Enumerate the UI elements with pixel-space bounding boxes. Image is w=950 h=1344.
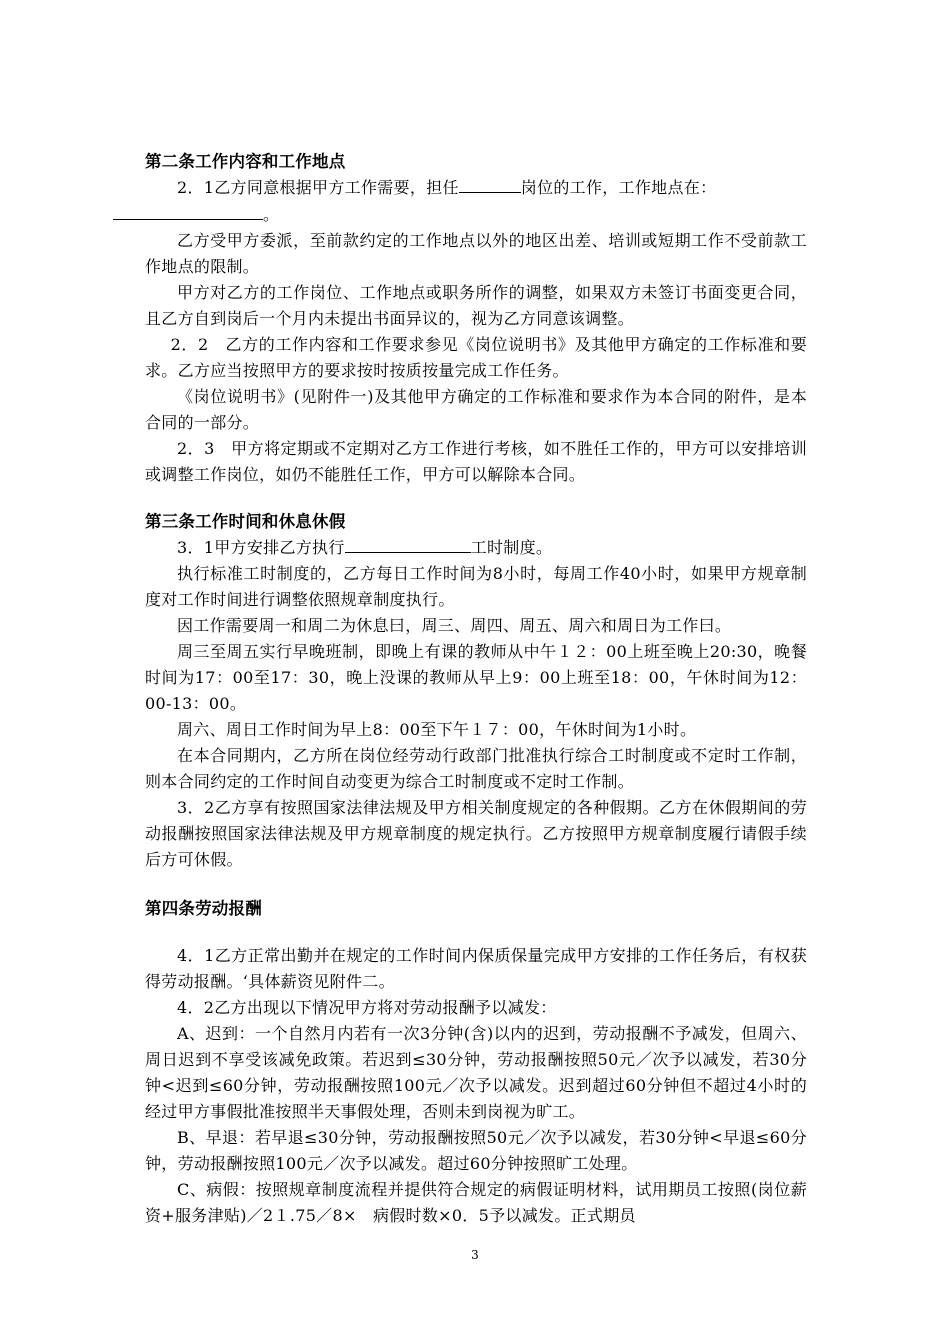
section-3-clause-3-2: 3．2乙方享有按照国家法律法规及甲方相关制度规定的各种假期。乙方在休假期间的劳动报酬按照国家法律法规及甲方规章制度的规定执行。乙方按照甲方规章制度履行请假手续后方可休假。: [145, 798, 807, 869]
section-spacer: [145, 873, 807, 897]
section-4-item-late: A、迟到：一个自然月内若有一次3分钟(含)以内的迟到，劳动报酬不予减发，但周六、周日迟到不享受该减免政策。若迟到≤30分钟，劳动报酬按照50元／次予以减发，若30分钟<迟到≤60分钟，劳动报酬按照100元／次予以减发。迟到超过60分钟但不超过4小时的经过甲方事假批准按照半天事假处理，否则未到岗视为旷工。: [145, 1024, 807, 1121]
section-4-clause-4-1: 4．1乙方正常出勤并在规定的工作时间内保质保量完成甲方安排的工作任务后，有权获得劳动报酬。‘具体薪资见附件二。: [145, 946, 807, 991]
section-3-heading: 第三条工作时间和休息休假: [145, 512, 346, 531]
section-2-clause-2-3: 2．3 甲方将定期或不定期对乙方工作进行考核，如不胜任工作的，甲方可以安排培训或调整工作岗位，如仍不能胜任工作，甲方可以解除本合同。: [145, 439, 807, 484]
section-3-paragraph: 周三至周五实行早晚班制，即晚上有课的教师从中午１２：00上班至晚上20:30，晚餐时间为17：00至17：30，晚上没课的教师从早上9：00上班至18：00，午休时间为12：00-13：00。: [145, 642, 807, 713]
section-2-clause-2-1: 2．1乙方同意根据甲方工作需要，担任 岗位的工作，工作地点在： 。: [145, 174, 807, 228]
section-3-paragraph: 周六、周日工作时间为早上8：00至下午１７：00，午休时间为1小时。: [177, 720, 697, 739]
section-spacer: [145, 921, 807, 943]
document-body: [145, 150, 807, 1229]
work-location-blank-field: [113, 201, 263, 220]
position-blank-field: [459, 174, 521, 193]
page-number: 3: [471, 1248, 479, 1262]
section-2-clause-2-2: 2．2 乙方的工作内容和工作要求参见《岗位说明书》及其他甲方确定的工作标准和要求。乙方应当按照甲方的要求按时按质按量完成工作任务。: [145, 335, 807, 380]
section-2-paragraph: 甲方对乙方的工作岗位、工作地点或职务所作的调整，如果双方未签订书面变更合同，且乙方自到岗后一个月内未提出书面异议的，视为乙方同意该调整。: [145, 283, 807, 328]
section-4-item-early-leave: B、早退：若早退≤30分钟，劳动报酬按照50元／次予以减发，若30分钟<早退≤60分钟，劳动报酬按照100元／次予以减发。超过60分钟按照旷工处理。: [145, 1128, 807, 1173]
section-4-clause-4-2: 4．2乙方出现以下情况甲方将对劳动报酬予以减发：: [177, 998, 557, 1017]
section-3-paragraph: 在本合同期内，乙方所在岗位经劳动行政部门批准执行综合工时制度或不定时工作制，则本合同约定的工作时间自动变更为综合工时制度或不定时工作制。: [145, 746, 807, 791]
section-2-paragraph: 《岗位说明书》(见附件一)及其他甲方确定的工作标准和要求作为本合同的附件，是本合同的一部分。: [145, 387, 807, 432]
section-4-heading: 第四条劳动报酬: [145, 899, 262, 918]
section-4-item-sick-leave: C、病假：按照规章制度流程并提供符合规定的病假证明材料，试用期员工按照(岗位薪资+服务津贴)／2１.75／8× 病假时数×0．5予以减发。正式期员: [145, 1180, 807, 1225]
section-2-paragraph: 乙方受甲方委派，至前款约定的工作地点以外的地区出差、培训或短期工作不受前款工作地点的限制。: [145, 231, 807, 276]
section-3-paragraph: 执行标准工时制度的，乙方每日工作时间为8小时，每周工作40小时，如果甲方规章制度对工作时间进行调整依照规章制度执行。: [145, 564, 807, 609]
section-3-paragraph: 因工作需要周一和周二为休息曰，周三、周四、周五、周六和周日为工作曰。: [177, 616, 732, 635]
section-spacer: [145, 488, 807, 510]
section-2-heading: 第二条工作内容和工作地点: [145, 152, 346, 171]
work-hours-system-blank-field: [345, 534, 471, 553]
section-3-clause-3-1: 3．1甲方安排乙方执行 工时制度。: [145, 534, 807, 561]
